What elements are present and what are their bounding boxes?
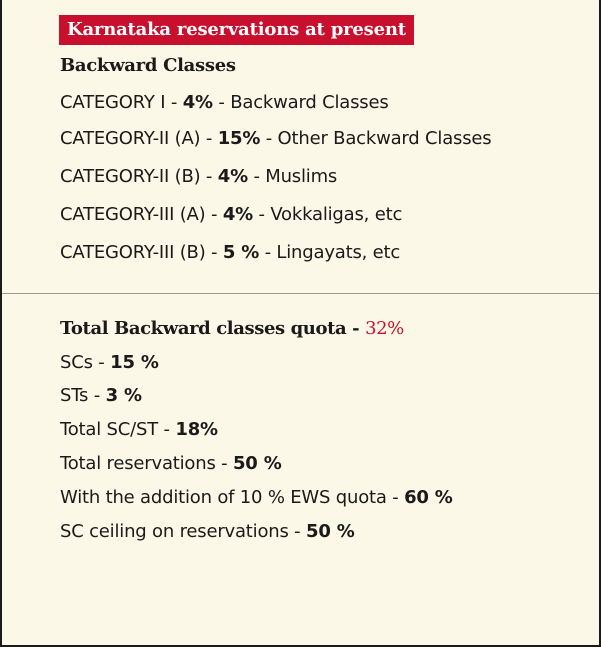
category-label: CATEGORY-II (A) - [60, 128, 218, 149]
summary-value: 50 % [306, 521, 355, 542]
category-label: CATEGORY I - [60, 92, 183, 113]
category-label: CATEGORY-II (B) - [60, 166, 218, 187]
category-value: 5 % [222, 242, 260, 263]
summary-label: Total SC/ST - [60, 419, 176, 440]
category-row [60, 128, 491, 149]
category-desc: - Lingayats, etc [259, 242, 401, 263]
section-heading: Backward Classes [60, 55, 236, 76]
summary-row [60, 487, 453, 508]
summary-label: Total reservations - [60, 453, 233, 474]
summary-value: 15 % [110, 352, 159, 373]
summary-label: With the addition of 10 % EWS quota - [60, 487, 405, 508]
summary-label: SCs - [60, 352, 111, 373]
title-banner: Karnataka reservations at present [59, 15, 414, 45]
summary-row [60, 453, 282, 474]
summary-row [60, 521, 355, 542]
category-row [60, 242, 400, 263]
category-desc: - Vokkaligas, etc [253, 204, 403, 225]
category-value: 4% [182, 92, 213, 113]
summary-value: 60 % [404, 487, 453, 508]
category-row [60, 166, 337, 187]
summary-value: 18% [175, 419, 218, 440]
section-divider [2, 293, 599, 294]
summary-label: SC ceiling on reservations - [60, 521, 306, 542]
category-desc: - Muslims [247, 166, 338, 187]
summary-row [60, 419, 218, 440]
category-value: 4% [217, 166, 248, 187]
total-backward-value: 32% [365, 318, 404, 339]
category-label: CATEGORY-III (B) - [60, 242, 223, 263]
category-row [60, 92, 389, 113]
summary-row [60, 352, 159, 373]
category-row [60, 204, 402, 225]
category-label: CATEGORY-III (A) - [60, 204, 223, 225]
category-desc: - Other Backward Classes [260, 128, 492, 149]
category-desc: - Backward Classes [212, 92, 389, 113]
total-backward-quota [60, 318, 404, 339]
summary-row [60, 385, 142, 406]
summary-label: STs - [60, 385, 106, 406]
total-backward-label: Total Backward classes quota - [60, 318, 366, 339]
category-value: 15% [217, 128, 261, 149]
summary-value: 3 % [105, 385, 142, 406]
summary-value: 50 % [232, 453, 282, 474]
category-value: 4% [222, 204, 253, 225]
